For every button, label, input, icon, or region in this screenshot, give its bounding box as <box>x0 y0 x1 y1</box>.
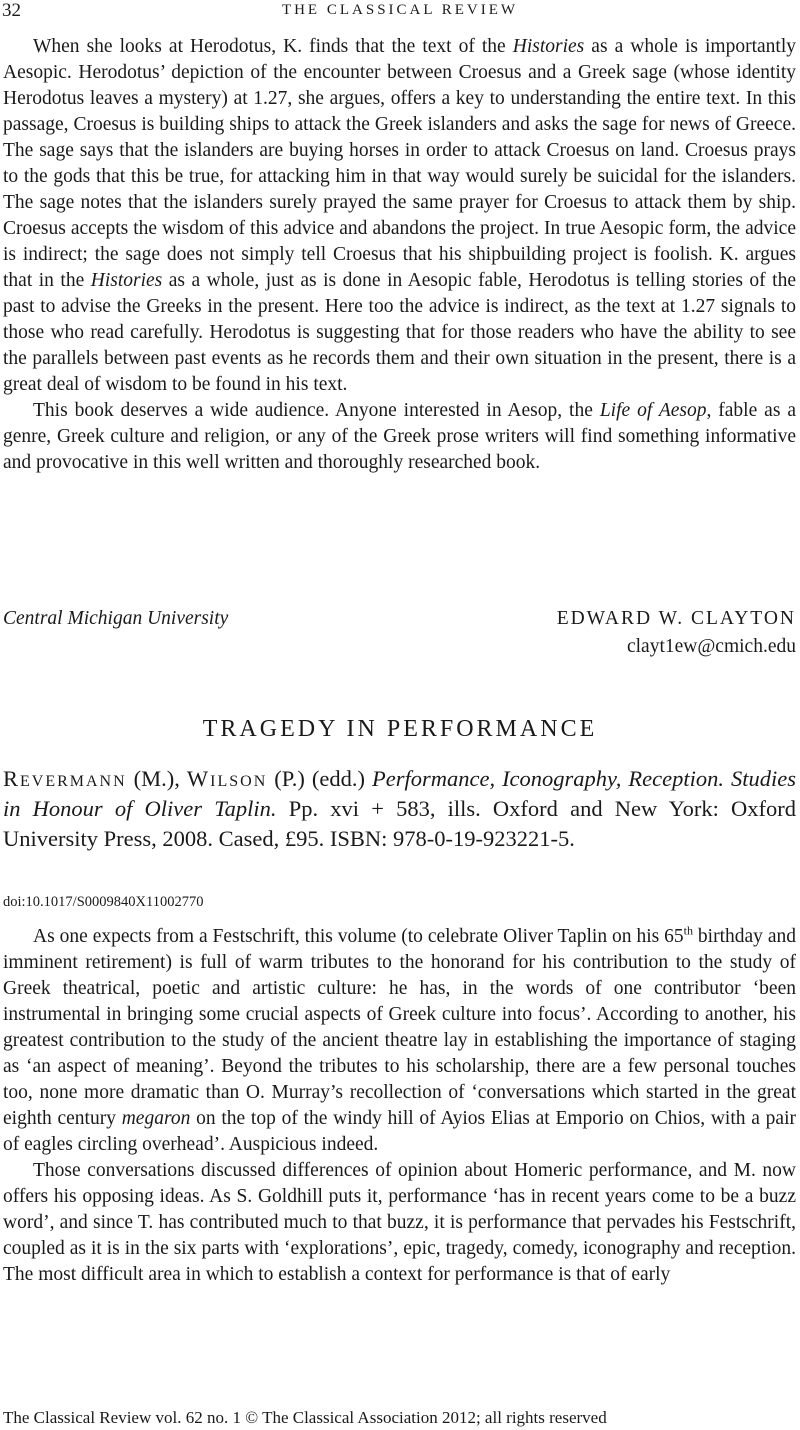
reviewer-name: EDWARD W. CLAYTON <box>556 608 796 629</box>
paragraph-performance: Those conversations discussed differences of opinion about Homeric performance, and M. now offers his opposing ideas. As S. Goldhill puts it, performance ‘has in recent years come to be a buzz word’, and since T. has contributed much to that buzz, it is performance that pervades his Festschrift, coupled as it is in the six parts with ‘explorations’, epic, tragedy, comedy, iconography and reception. The most difficult area in which to establish a context for performance is that of early <box>3 1160 796 1285</box>
reviewer-email: clayt1ew@cmich.edu <box>626 636 796 657</box>
copyright-footer: The Classical Review vol. 62 no. 1 © The Classical Association 2012; all rights reserved <box>3 1408 607 1427</box>
previous-review-conclusion <box>3 34 796 476</box>
author-name: Revermann <box>3 766 127 791</box>
doi: doi:10.1017/S0009840X11002770 <box>3 894 204 910</box>
paragraph-recommendation: This book deserves a wide audience. Anyone interested in Aesop, the Life of Aesop, fable as a genre, Greek culture and religion, or any of the Greek prose writers will find something informative and provocative in this well written and thoroughly researched book. <box>3 400 797 473</box>
italic-title: Histories <box>90 270 163 291</box>
publication-details: Pp. xvi + 583, ills. Oxford and New York: Oxford University Press, 2008. Cased, £95. ISBN: 978-0-19-923221-5. <box>3 796 796 851</box>
author-name: Wilson <box>186 766 268 791</box>
page-number: 32 <box>2 0 21 21</box>
book-title: Performance, Iconography, Reception. Studies in Honour of Oliver Taplin. <box>3 766 796 821</box>
paragraph-herodotus: When she looks at Herodotus, K. finds that the text of the Histories as a whole is importantly Aesopic. Herodotus’ depiction of the encounter between Croesus and a Greek sage (whose identity Herodotus leaves a mystery) at 1.27, she argues, offers a key to understanding the entire text. In this passage, Croesus is building ships to attack the Greek islanders and asks the sage for news of Greece. The sage says that the islanders are buying horses in order to attack Croesus on land. Croesus prays to the gods that this be true, for attacking him in that way would surely be suicidal for the islanders. The sage notes that the islanders surely prayed the same prayer for Croesus to attack them by ship. Croesus accepts the wisdom of this advice and abandons the project. In true Aesopic form, the advice is indirect; the sage does not simply tell Croesus that his shipbuilding project is foolish. K. argues that in the Histories as a whole, just as is done in Aesopic fable, Herodotus is telling stories of the past to advise the Greeks in the present. Here too the advice is indirect, as the text at 1.27 signals to those who read carefully. Herodotus is suggesting that for those readers who have the ability to see the parallels between past events as he records them and their own situation in the present, there is a great deal of wisdom to be found in his text. <box>3 36 796 395</box>
review-body <box>3 924 796 1288</box>
book-citation: Revermann (M.), Wilson (P.) (edd.) Performance, Iconography, Reception. Studies in Honour of Oliver Taplin. Pp. xvi + 583, ills. Oxford and New York: Oxford University Press, 2008. Cased, £95. ISBN: 978-0-19-923221-5. <box>3 766 796 851</box>
paragraph-festschrift: As one expects from a Festschrift, this volume (to celebrate Oliver Taplin on his 65th birthday and imminent retirement) is full of warm tributes to the honorand for his contribution to the study of Greek theatrical, poetic and artistic culture: he has, in the words of one contributor ‘been instrumental in bringing some crucial aspects of Greek culture into focus’. According to another, his greatest contribution to the study of the ancient theatre lay in establishing the importance of staging as ‘an aspect of meaning’. Beyond the tributes to his scholarship, there are a few personal touches too, none more dramatic than O. Murray’s recollection of ‘conversations which started in the great eighth century megaron on the top of the windy hill of Ayios Elias at Emporio on Chios, with a pair of eagles circling overhead’. Auspicious indeed. <box>3 923 797 1155</box>
italic-title: Histories <box>512 36 585 57</box>
reviewer-affiliation: Central Michigan University <box>3 608 229 629</box>
italic-term: megaron <box>121 1108 191 1129</box>
journal-running-title: THE CLASSICAL REVIEW <box>281 2 519 18</box>
running-head <box>0 0 800 26</box>
section-title: TRAGEDY IN PERFORMANCE <box>202 716 598 742</box>
italic-title: Life of Aesop <box>599 400 707 421</box>
reviewer-signature <box>3 608 796 664</box>
